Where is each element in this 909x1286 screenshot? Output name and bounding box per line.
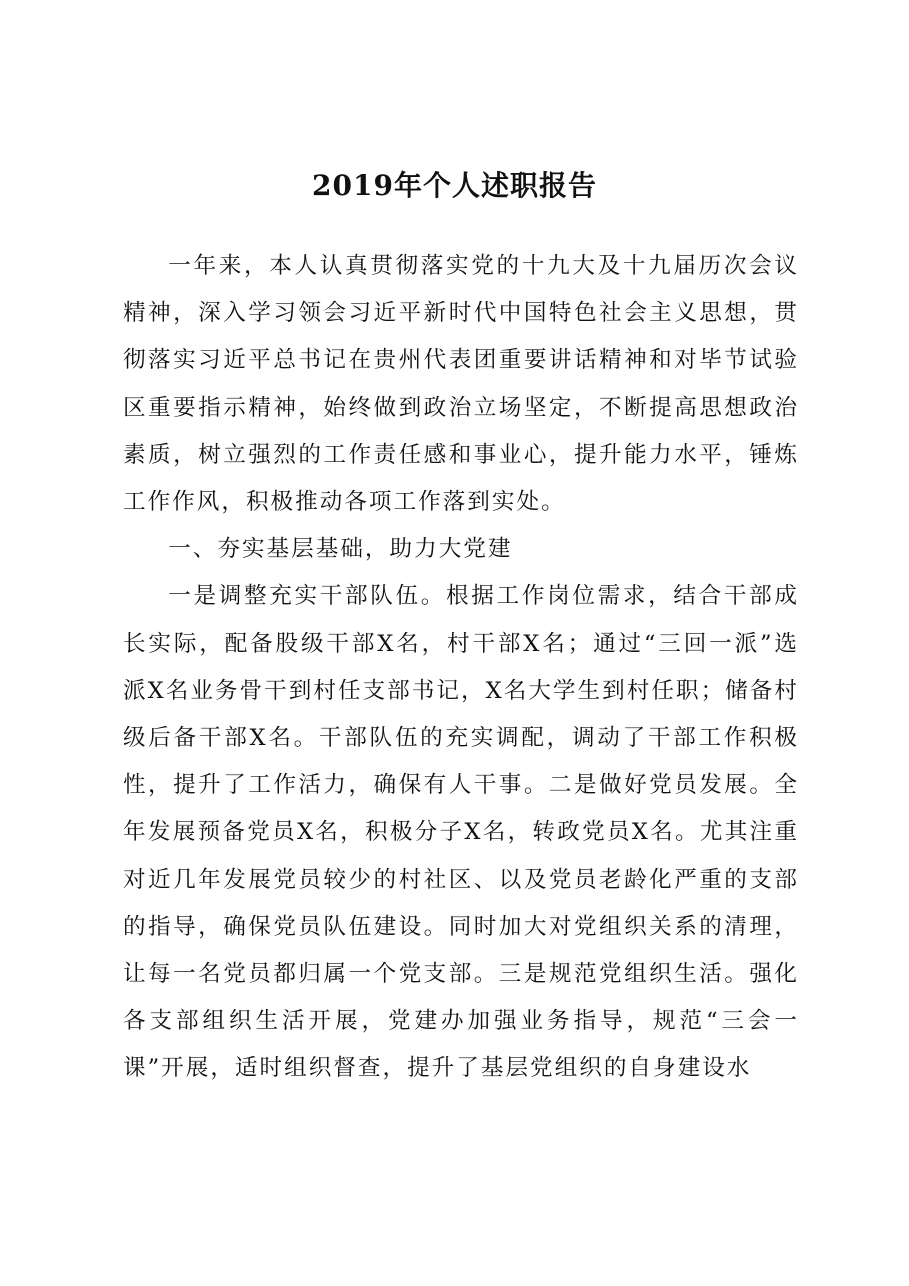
section-heading: 一、夯实基层基础，助力大党建 xyxy=(168,536,513,563)
document-body xyxy=(123,243,799,1093)
paragraph-intro: 一年来，本人认真贯彻落实党的十九大及十九届历次会议精神，深入学习领会习近平新时代中国特色社会主义思想，贯彻落实习近平总书记在贵州代表团重要讲话精神和对毕节试验区重要指示精神，始终做到政治立场坚定，不断提高思想政治素质，树立强烈的工作责任感和事业心，提升能力水平，锤炼工作作风，积极推动各项工作落到实处。 xyxy=(123,253,799,516)
document-title: 2019年个人述职报告 xyxy=(312,169,597,202)
paragraph-section-1: 一是调整充实干部队伍。根据工作岗位需求，结合干部成长实际，配备股级干部X名，村干部X名；通过“三回一派”选派X名业务骨干到村任支部书记，X名大学生到村任职；储备村级后备干部X名。干部队伍的充实调配，调动了干部工作积极性，提升了工作活力，确保有人干事。二是做好党员发展。全年发展预备党员X名，积极分子X名，转政党员X名。尤其注重对近几年发展党员较少的村社区、以及党员老龄化严重的支部的指导，确保党员队伍建设。同时加大对党组织关系的清理，让每一名党员都归属一个党支部。三是规范党组织生活。强化各支部组织生活开展，党建办加强业务指导，规范“三会一课”开展，适时组织督查，提升了基层党组织的自身建设水 xyxy=(123,583,799,1082)
